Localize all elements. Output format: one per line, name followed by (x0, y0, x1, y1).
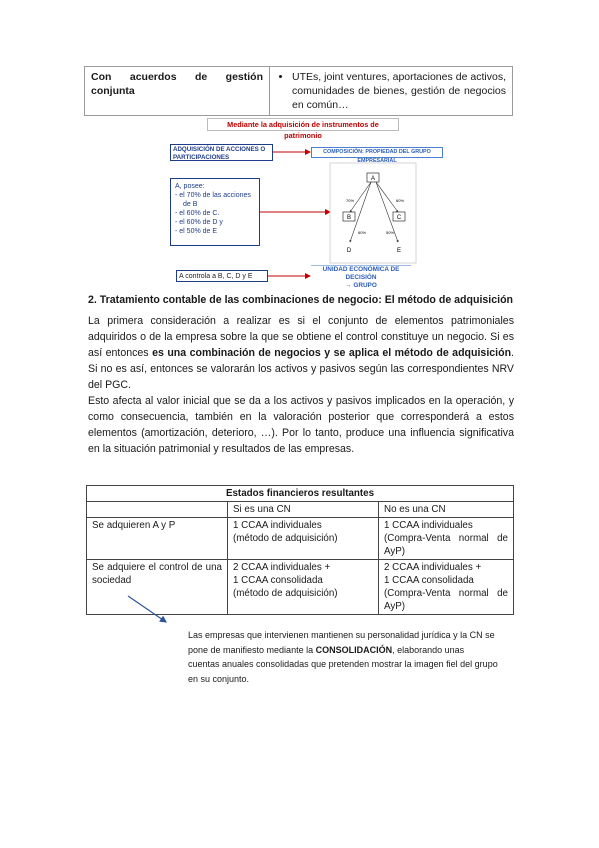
cell-line: 1 CCAA individuales (384, 520, 473, 531)
fin-table-col-no: No es una CN (379, 502, 514, 518)
consolidation-note (188, 628, 498, 686)
cell-line: (método de adquisición) (233, 588, 338, 599)
fin-table-col-si: Si es una CN (228, 502, 379, 518)
row-si-cell (228, 560, 379, 615)
paragraph-1 (88, 313, 514, 393)
note-post: , elaborando unas cuentas anuales consolidadas que pretenden mostrar la imagen fiel del grupo en su conjunto. (188, 644, 498, 684)
cell-line: 1 CCAA consolidada (384, 575, 474, 586)
top-left-line2: conjunta (91, 85, 135, 97)
edge-ae-label: 50% (386, 230, 395, 235)
posee-item: - el 60% de D y (183, 218, 255, 227)
note-bold: CONSOLIDACIÓN (315, 644, 393, 655)
cell-line: 1 CCAA consolidada (233, 575, 323, 586)
posee-item: - el 60% de C. (183, 209, 255, 218)
note-arrow (120, 590, 180, 630)
node-c-label: C (396, 215, 402, 221)
cell-line: 2 CCAA individuales + (233, 562, 331, 573)
fin-table-title: Estados financieros resultantes (87, 486, 514, 502)
row-no-cell (379, 518, 514, 560)
row-label: Se adquieren A y P (87, 518, 228, 560)
unidad-line2: → GRUPO (345, 282, 377, 289)
section-heading: 2. Tratamiento contable de las combinaciones de negocio: El método de adquisición (88, 294, 514, 306)
node-d-label: D (346, 248, 352, 254)
posee-title: A, posee: (175, 183, 205, 190)
cell-line: 1 CCAA individuales (233, 520, 322, 531)
edge-ac-label: 60% (396, 198, 405, 203)
acciones-box: ADQUISICIÓN DE ACCIONES O PARTICIPACIONES (170, 144, 273, 161)
para1-pre: La primera consideración a realizar es si el conjunto de elementos patrimoniales adquiridos o de la empresa sobre la que se obtiene el control constituye un negocio. Si es así entonces (88, 315, 514, 359)
acciones-target-box: COMPOSICIÓN: PROPIEDAD DEL GRUPO EMPRESARIAL (311, 147, 443, 158)
cell-line: (método de adquisición) (233, 533, 338, 544)
top-bullet: • UTEs, joint ventures, aportaciones de activos, comunidades de bienes, gestión de negocios en común… (292, 70, 506, 112)
cell-line: (Compra-Venta normal de AyP) (384, 588, 508, 612)
control-box: A controla a B, C, D y E (176, 270, 268, 282)
unidad-line1: UNIDAD ECONÓMICA DE DECISIÓN (322, 266, 400, 281)
cell-line: (Compra-Venta normal de AyP) (384, 533, 508, 557)
para1-bold: es una combinación de negocios y se aplica el método de adquisición (152, 347, 512, 359)
node-b-label: B (346, 215, 352, 221)
cell-line: 2 CCAA individuales + (384, 562, 482, 573)
top-left-line1: Con acuerdos de gestión (91, 71, 263, 83)
table-row (87, 518, 514, 560)
posee-item: - el 50% de E (183, 227, 255, 236)
fin-table-empty-header (87, 502, 228, 518)
edge-ad-label: 60% (358, 230, 367, 235)
row-label: Se adquiere el control de una sociedad (87, 560, 228, 615)
edge-ac (376, 182, 398, 212)
paragraph-2: Esto afecta al valor inicial que se da a los activos y pasivos implicados en la operación, y como consecuencia, también en la valoración posterior que corresponderá a estos elementos (amortización, deterioro, …). Por lo tanto, produce una influencia significativa en la situación patrimonial y resultados de las empresas. (88, 395, 514, 455)
para1-post: . Si no es así, entonces se valorarán los activos y pasivos según las correspondientes NRV del PGC. (88, 347, 514, 391)
posee-item: - el 70% de las acciones de B (183, 191, 255, 209)
diagram-title: Mediante la adquisición de instrumentos de patrimonio (207, 118, 399, 131)
note-pre: Las empresas que intervienen mantienen su personalidad jurídica y la CN se pone de manifiesto mediante la (188, 630, 495, 655)
edge-ab-label: 70% (346, 198, 355, 203)
diagram-svg (0, 0, 599, 300)
node-e-label: E (396, 248, 402, 254)
node-a-label: A (370, 176, 376, 182)
row-no-cell (379, 560, 514, 615)
edge-ab (350, 182, 371, 212)
row-si-cell (228, 518, 379, 560)
